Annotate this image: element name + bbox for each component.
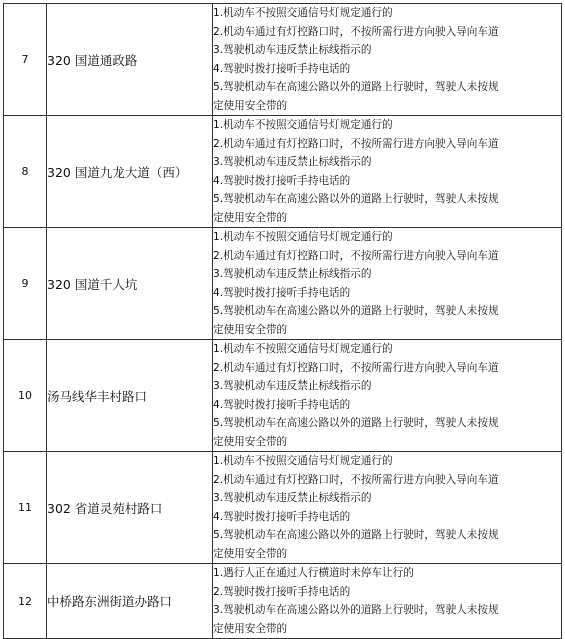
violation-item: 2.机动车通过有灯控路口时，不按所需行进方向驶入导向车道 (213, 137, 499, 150)
table-row (4, 4, 562, 116)
violation-item: 2.机动车通过有灯控路口时，不按所需行进方向驶入导向车道 (213, 361, 499, 374)
violation-item: 1.机动车不按照交通信号灯规定通行的 (213, 231, 393, 243)
violation-item: 5.驾驶机动车在高速公路以外的道路上行驶时，驾驶人未按规 (213, 529, 499, 541)
violation-table (3, 3, 562, 639)
violation-item: 4.驾驶时拨打接听手持电话的 (213, 510, 351, 523)
violation-item: 1.遇行人正在通过人行横道时未停车让行的 (213, 567, 414, 579)
road-name: 中桥路东洲街道办路口 (47, 564, 213, 639)
row-number: 11 (4, 452, 47, 564)
violation-item: 定使用安全带的 (213, 435, 288, 448)
violation-item: 定使用安全带的 (213, 323, 288, 336)
violation-item: 3.驾驶机动车违反禁止标线指示的 (213, 492, 372, 504)
row-number: 9 (4, 228, 47, 340)
violation-item: 1.机动车不按照交通信号灯规定通行的 (213, 7, 393, 19)
violation-item: 5.驾驶机动车在高速公路以外的道路上行驶时，驾驶人未按规 (213, 193, 499, 205)
road-name: 302 省道灵苑村路口 (47, 452, 213, 564)
violation-item: 定使用安全带的 (213, 211, 288, 224)
violation-item: 4.驾驶时拨打接听手持电话的 (213, 286, 351, 299)
violation-item: 2.机动车通过有灯控路口时，不按所需行进方向驶入导向车道 (213, 25, 499, 38)
violation-item: 5.驾驶机动车在高速公路以外的道路上行驶时，驾驶人未按规 (213, 81, 499, 93)
violation-item: 2.驾驶时拨打接听手持电话的 (213, 585, 351, 598)
row-number: 8 (4, 116, 47, 228)
violation-item: 5.驾驶机动车在高速公路以外的道路上行驶时，驾驶人未按规 (213, 417, 499, 429)
violation-list (213, 228, 562, 340)
violation-list (213, 452, 562, 564)
row-number: 7 (4, 4, 47, 116)
violation-item: 3.驾驶机动车违反禁止标线指示的 (213, 156, 372, 168)
table-row (4, 452, 562, 564)
violation-item: 定使用安全带的 (213, 99, 288, 112)
table-body (4, 4, 562, 639)
road-name: 320 国道九龙大道（西） (47, 116, 213, 228)
violation-item: 4.驾驶时拨打接听手持电话的 (213, 174, 351, 187)
violation-item: 3.驾驶机动车违反禁止标线指示的 (213, 268, 372, 280)
row-number: 10 (4, 340, 47, 452)
violation-item: 3.驾驶机动车违反禁止标线指示的 (213, 380, 372, 392)
violation-item: 3.驾驶机动车在高速公路以外的道路上行驶时，驾驶人未按规 (213, 604, 499, 616)
violation-item: 1.机动车不按照交通信号灯规定通行的 (213, 343, 393, 355)
violation-item: 2.机动车通过有灯控路口时，不按所需行进方向驶入导向车道 (213, 473, 499, 486)
violation-list (213, 4, 562, 116)
road-name: 320 国道通政路 (47, 4, 213, 116)
violation-item: 1.机动车不按照交通信号灯规定通行的 (213, 119, 393, 131)
violation-item: 定使用安全带的 (213, 547, 288, 560)
table-row (4, 564, 562, 639)
row-number: 12 (4, 564, 47, 639)
violation-list (213, 340, 562, 452)
violation-list (213, 116, 562, 228)
table-row (4, 116, 562, 228)
violation-item: 定使用安全带的 (213, 622, 288, 635)
road-name: 320 国道千人坑 (47, 228, 213, 340)
violation-list (213, 564, 562, 639)
violation-item: 3.驾驶机动车违反禁止标线指示的 (213, 44, 372, 56)
table-row (4, 228, 562, 340)
table-row (4, 340, 562, 452)
violation-item: 4.驾驶时拨打接听手持电话的 (213, 398, 351, 411)
violation-item: 5.驾驶机动车在高速公路以外的道路上行驶时，驾驶人未按规 (213, 305, 499, 317)
violation-item: 1.机动车不按照交通信号灯规定通行的 (213, 455, 393, 467)
violation-item: 4.驾驶时拨打接听手持电话的 (213, 62, 351, 75)
violation-item: 2.机动车通过有灯控路口时，不按所需行进方向驶入导向车道 (213, 249, 499, 262)
road-name: 汤马线华丰村路口 (47, 340, 213, 452)
